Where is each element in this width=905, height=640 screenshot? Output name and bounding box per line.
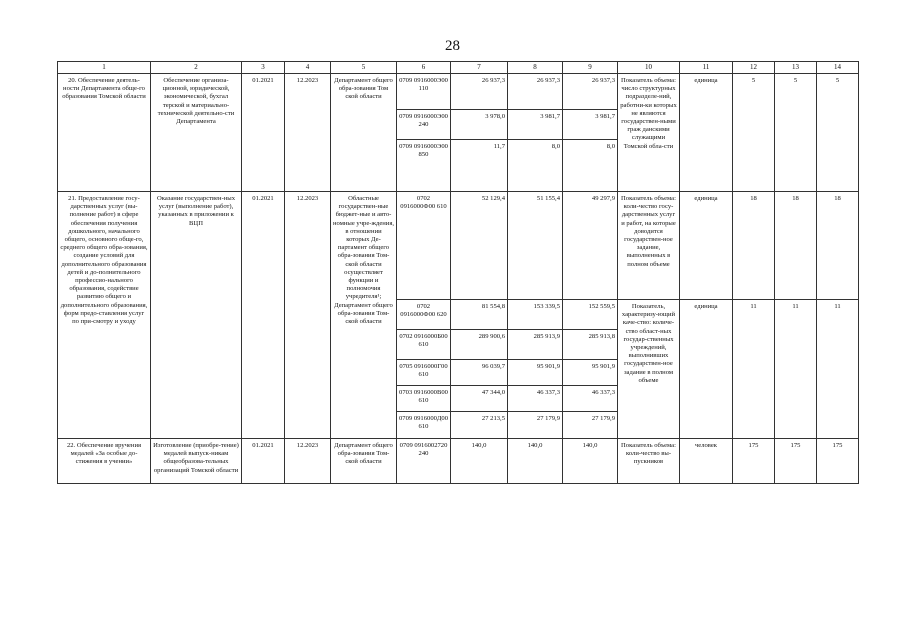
executor: Департамент общего обра-зования Том ской области bbox=[331, 74, 397, 192]
table-row bbox=[58, 192, 859, 300]
kbk-code: 0709 0916000Э00 110 bbox=[397, 74, 451, 110]
value-2022: 18 bbox=[775, 192, 817, 300]
amount-2022: 27 179,9 bbox=[508, 412, 563, 439]
col-header-2: 2 bbox=[151, 62, 242, 74]
table-row bbox=[58, 74, 859, 110]
col-header-1: 1 bbox=[58, 62, 151, 74]
amount-2021: 96 039,7 bbox=[451, 360, 508, 386]
amount-2022: 8,0 bbox=[508, 140, 563, 192]
amount-2022: 51 155,4 bbox=[508, 192, 563, 300]
col-header-9: 9 bbox=[563, 62, 618, 74]
col-header-3: 3 bbox=[242, 62, 285, 74]
unit: единица bbox=[680, 300, 733, 439]
amount-2022: 26 937,3 bbox=[508, 74, 563, 110]
value-2023: 18 bbox=[817, 192, 859, 300]
value-2021: 5 bbox=[733, 74, 775, 192]
value-2021: 11 bbox=[733, 300, 775, 439]
start-date: 01.2021 bbox=[242, 74, 285, 192]
amount-2022: 153 339,5 bbox=[508, 300, 563, 330]
kbk-code: 0705 0916000Г00 610 bbox=[397, 360, 451, 386]
value-2023: 175 bbox=[817, 439, 859, 484]
budget-table bbox=[57, 61, 859, 484]
kbk-code: 0702 0916000Б00 610 bbox=[397, 330, 451, 360]
value-2023: 11 bbox=[817, 300, 859, 439]
table-row bbox=[58, 439, 859, 484]
kbk-code: 0703 0916000В00 610 bbox=[397, 386, 451, 412]
kbk-code: 0709 0916000Д00 610 bbox=[397, 412, 451, 439]
kbk-code: 0709 0916000Э00 240 bbox=[397, 110, 451, 140]
amount-2021: 11,7 bbox=[451, 140, 508, 192]
amount-2023: 46 337,3 bbox=[563, 386, 618, 412]
amount-2023: 95 901,9 bbox=[563, 360, 618, 386]
value-2021: 18 bbox=[733, 192, 775, 300]
amount-2023: 152 559,5 bbox=[563, 300, 618, 330]
col-header-4: 4 bbox=[285, 62, 331, 74]
col-header-7: 7 bbox=[451, 62, 508, 74]
col-header-11: 11 bbox=[680, 62, 733, 74]
col-header-13: 13 bbox=[775, 62, 817, 74]
column-numbers-row bbox=[58, 62, 859, 74]
amount-2021: 52 129,4 bbox=[451, 192, 508, 300]
amount-2021: 47 344,0 bbox=[451, 386, 508, 412]
amount-2022: 3 981,7 bbox=[508, 110, 563, 140]
event-name: 20. Обеспечение деятель-ности Департамента обще-го образования Томской области bbox=[58, 74, 151, 192]
amount-2023: 3 981,7 bbox=[563, 110, 618, 140]
indicator: Показатель объема: число структурных подразделе-ний, работни-ки которых не являются государствен-ными граж данскими служащими Томской обла-сти bbox=[618, 74, 680, 192]
event-content: Оказание государствен-ных услуг (выполнение работ), указанных в приложении к ВЦП bbox=[151, 192, 242, 439]
amount-2023: 26 937,3 bbox=[563, 74, 618, 110]
amount-2022: 95 901,9 bbox=[508, 360, 563, 386]
indicator: Показатель объема: коли-чество госу-дарственных услуг и работ, на которые доводится государствен-ное задание, выполненных в полном объеме bbox=[618, 192, 680, 300]
amount-2021: 140,0 bbox=[451, 439, 508, 484]
amount-2023: 285 913,8 bbox=[563, 330, 618, 360]
amount-2022: 285 913,9 bbox=[508, 330, 563, 360]
executor: Областные государствен-ные бюджет-ные и авто-номные учре-ждения, в отношении которых Де-партамент общего обра-зования Том-ской области осуществляет функции и полномочия учредителя¹; Департамент общего обра-зования Том-ской области bbox=[331, 192, 397, 439]
amount-2023: 27 179,9 bbox=[563, 412, 618, 439]
col-header-10: 10 bbox=[618, 62, 680, 74]
value-2022: 175 bbox=[775, 439, 817, 484]
kbk-code: 0709 0916000Э00 850 bbox=[397, 140, 451, 192]
amount-2021: 3 978,0 bbox=[451, 110, 508, 140]
value-2022: 11 bbox=[775, 300, 817, 439]
value-2023: 5 bbox=[817, 74, 859, 192]
col-header-6: 6 bbox=[397, 62, 451, 74]
amount-2021: 81 554,8 bbox=[451, 300, 508, 330]
amount-2021: 289 900,6 bbox=[451, 330, 508, 360]
col-header-14: 14 bbox=[817, 62, 859, 74]
unit: единица bbox=[680, 74, 733, 192]
amount-2021: 26 937,3 bbox=[451, 74, 508, 110]
amount-2022: 140,0 bbox=[508, 439, 563, 484]
event-content: Изготовление (приобре-тение) медалей выпуск-никам общеобразова-тельных организаций Томской области bbox=[151, 439, 242, 484]
indicator: Показатель объема: коли-чество вы-пускников bbox=[618, 439, 680, 484]
col-header-5: 5 bbox=[331, 62, 397, 74]
page-number: 28 bbox=[445, 38, 460, 54]
start-date: 01.2021 bbox=[242, 439, 285, 484]
end-date: 12.2023 bbox=[285, 439, 331, 484]
value-2021: 175 bbox=[733, 439, 775, 484]
amount-2023: 49 297,9 bbox=[563, 192, 618, 300]
executor: Департамент общего обра-зования Том-ской области bbox=[331, 439, 397, 484]
indicator: Показатель, характеризу-ющий каче-ство: количе-ство област-ных государ-ственных учреждений, выполнивших государствен-ное задание в полном объеме bbox=[618, 300, 680, 439]
event-content: Обеспечение организа-ционной, юридической, экономической, бухгал терской и материально-технической деятельно-сти Департамента bbox=[151, 74, 242, 192]
start-date: 01.2021 bbox=[242, 192, 285, 439]
unit: человек bbox=[680, 439, 733, 484]
value-2022: 5 bbox=[775, 74, 817, 192]
kbk-code: 0709 0916002720 240 bbox=[397, 439, 451, 484]
kbk-code: 0702 0916000Ф00 620 bbox=[397, 300, 451, 330]
amount-2021: 27 213,5 bbox=[451, 412, 508, 439]
col-header-12: 12 bbox=[733, 62, 775, 74]
amount-2023: 140,0 bbox=[563, 439, 618, 484]
amount-2022: 46 337,3 bbox=[508, 386, 563, 412]
event-name: 22. Обеспечение вручения медалей «За особые до-стижения в учении» bbox=[58, 439, 151, 484]
amount-2023: 8,0 bbox=[563, 140, 618, 192]
col-header-8: 8 bbox=[508, 62, 563, 74]
end-date: 12.2023 bbox=[285, 74, 331, 192]
unit: единица bbox=[680, 192, 733, 300]
kbk-code: 0702 0916000Ф00 610 bbox=[397, 192, 451, 300]
end-date: 12.2023 bbox=[285, 192, 331, 439]
event-name: 21. Предоставление госу-дарственных услуг (вы-полнение работ) в сфере обеспечения получения дошкольного, начального общего, основного обще-го, среднего общего обра-зования, создание условий для дополнительного образования детей и до-полнительного профессио-нального образования, содействие развитию общего и дополнительного образования, форм предо-ставления услуг по при-смотру и уходу bbox=[58, 192, 151, 439]
